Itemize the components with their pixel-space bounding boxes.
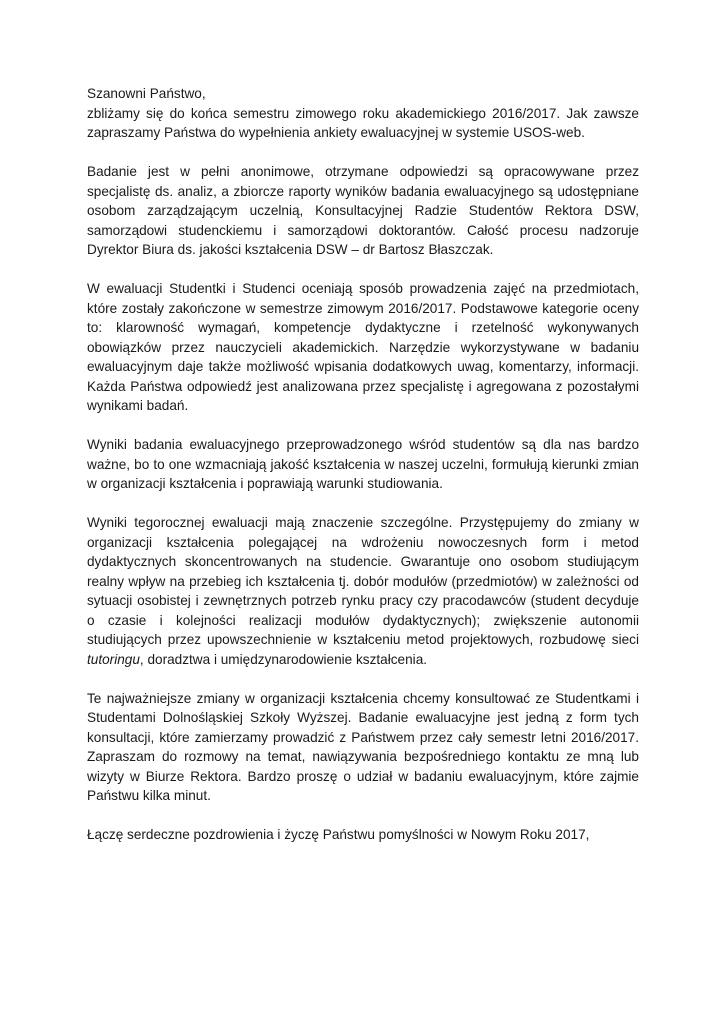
letter-body: [87, 84, 639, 864]
changes-text-end: , doradztwa i umiędzynarodowienie kształcenia.: [139, 651, 428, 667]
evaluation-categories-paragraph: W ewaluacji Studentki i Studenci oceniają sposób prowadzenia zajęć na przedmiotach, które zostały zakończone w semestrze zimowym 2016/2017. Podstawowe kategorie oceny to: klarowność wymagań, kompetencje dydaktyczne i rzetelność wykonywanych obowiązków przez nauczycieli akademickich. Narzędzie wykorzystywane w badaniu ewaluacyjnym daje także możliwość wpisania dodatkowych uwag, komentarzy, informacji. Każda Państwa odpowiedź jest analizowana przez specjalistę i agregowana z pozostałymi wynikami badań.: [87, 281, 639, 413]
changes-paragraph: [87, 513, 639, 669]
salutation: Szanowni Państwo,: [87, 86, 206, 101]
changes-text-italic: tutoringu: [87, 651, 140, 667]
consultation-paragraph: Te najważniejsze zmiany w organizacji kształcenia chcemy konsultować ze Studentkami i Studentami Dolnośląskiej Szkoły Wyższej. Badanie ewaluacyjne jest jedną z form tych konsultacji, które zamierzamy prowadzić z Państwem przez cały semestr letni 2016/2017. Zapraszam do rozmowy na temat, nawiązywania bezpośredniego kontaktu ze mną lub wizyty w Biurze Rektora. Bardzo proszę o udział w badaniu ewaluacyjnym, które zajmie Państwu kilka minut.: [87, 690, 639, 803]
anonymity-paragraph: Badanie jest w pełni anonimowe, otrzymane odpowiedzi są opracowywane przez specjalistę ds. analiz, a zbiorcze raporty wyników badania ewaluacyjnego są udostępniane osobom zarządzającym uczelnią, Konsultacyjnej Radzie Studentów Rektora DSW, samorządowi studenckiemu i samorządowi doktorantów. Całość procesu nadzoruje Dyrektor Biura ds. jakości kształcenia DSW – dr Bartosz Błaszczak.: [87, 164, 639, 257]
intro-paragraph: zbliżamy się do końca semestru zimowego roku akademickiego 2016/2017. Jak zawsze zapraszamy Państwa do wypełnienia ankiety ewaluacyjnej w systemie USOS-web.: [87, 105, 639, 140]
closing-line: Łączę serdeczne pozdrowienia i życzę Państwu pomyślności w Nowym Roku 2017,: [87, 827, 590, 842]
importance-paragraph: Wyniki badania ewaluacyjnego przeprowadzonego wśród studentów są dla nas bardzo ważne, bo to one wzmacniają jakość kształcenia w naszej uczelni, formułują kierunki zmian w organizacji kształcenia i poprawiają warunki studiowania.: [87, 437, 639, 491]
changes-text-start: Wyniki tegorocznej ewaluacji mają znaczenie szczególne. Przystępujemy do zmiany w organizacji kształcenia polegającej na wdrożeniu nowoczesnych form i metod dydaktycznych skoncentrowanych na studencie. Gwarantuje ono osobom studiującym realny wpływ na przebieg ich kształcenia tj. dobór modułów (przedmiotów) w zależności od sytuacji osobistej i zewnętrznych potrzeb rynku pracy czy pracodawców (student decyduje o czasie i kolejności realizacji modułów dydaktycznych); zwiększenie autonomii studiujących przez upowszechnienie w kształceniu metod projektowych, rozbudowę sieci: [87, 515, 639, 647]
greeting-block: [87, 84, 639, 143]
